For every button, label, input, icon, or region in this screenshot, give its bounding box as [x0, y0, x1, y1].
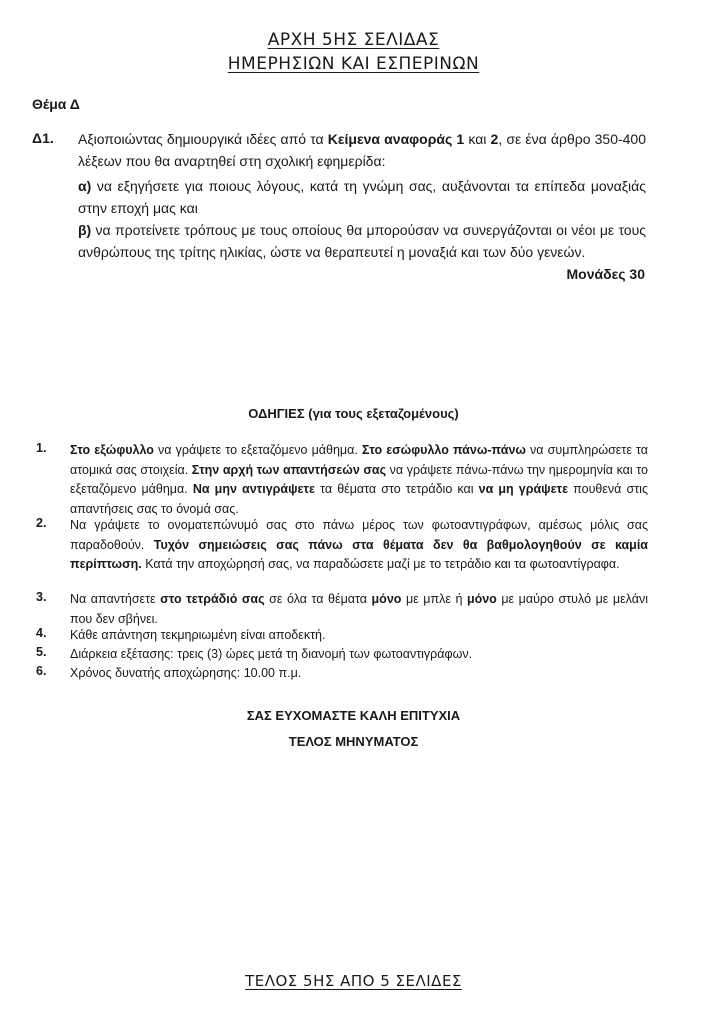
instruction-item [70, 626, 648, 646]
part-b-label: β) [78, 222, 92, 238]
instruction-number: 3. [36, 590, 47, 604]
closing-wish: ΣΑΣ ΕΥΧΟΜΑΣΤΕ ΚΑΛΗ ΕΠΙΤΥΧΙΑ [246, 708, 461, 723]
instruction-text: Να απαντήσετε [70, 592, 161, 606]
instruction-emphasis: Να μην αντιγράψετε [192, 482, 315, 496]
part-a-text: να εξηγήσετε για ποιους λόγους, κατά τη γνώμη σας, αυξάνονται τα επίπεδα μοναξιάς στην εποχή μας και [78, 178, 646, 216]
instruction-text: με μαύρο στυλό με μελάνι που δεν σβήνει. [70, 592, 648, 626]
instruction-text: Κατά την αποχώρησή σας, να παραδώσετε μαζί με το τετράδιο και τα φωτοαντίγραφα. [141, 557, 620, 571]
instruction-item [70, 645, 648, 665]
instruction-emphasis: Στην αρχή των απαντήσεών σας [191, 462, 387, 477]
page-header-title: ΑΡΧΗ 5ΗΣ ΣΕΛΙΔΑΣ [267, 30, 440, 50]
instructions-title: ΟΔΗΓΙΕΣ (για τους εξεταζομένους) [248, 406, 459, 421]
points-label: Μονάδες 30 [566, 266, 645, 282]
instruction-text: σε όλα τα θέματα [264, 592, 372, 606]
instruction-text: να γράψετε πάνω-πάνω την ημερομηνία και το εξεταζόμενο μάθημα. [70, 462, 648, 496]
instruction-emphasis: Στο εσώφυλλο πάνω-πάνω [361, 443, 526, 457]
instruction-number: 1. [36, 441, 47, 455]
instruction-emphasis: να μη γράψετε [478, 482, 569, 496]
question-intro-text: Αξιοποιώντας δημιουργικά ιδέες από τα [78, 131, 328, 147]
instruction-text: Να γράψετε το ονοματεπώνυμό σας στο πάνω μέρος των φωτοαντιγράφων, αμέσως μόλις σας παραδοθούν. [70, 518, 648, 552]
question-part-a [78, 175, 646, 219]
question-intro [78, 128, 646, 172]
topic-heading: Θέμα Δ [32, 96, 80, 112]
question-number: Δ1. [32, 130, 54, 146]
page-header-subtitle: ΗΜΕΡΗΣΙΩΝ ΚΑΙ ΕΣΠΕΡΙΝΩΝ [227, 54, 480, 74]
instruction-text: Χρόνος δυνατής αποχώρησης: 10.00 π.μ. [70, 666, 302, 680]
instruction-number: 2. [36, 516, 47, 530]
instruction-number: 6. [36, 664, 47, 678]
question-intro-text: και [464, 131, 491, 147]
closing-end-message: ΤΕΛΟΣ ΜΗΝΥΜΑΤΟΣ [288, 734, 419, 749]
instruction-item [70, 516, 648, 575]
page-footer: ΤΕΛΟΣ 5ΗΣ ΑΠΟ 5 ΣΕΛΙΔΕΣ [245, 972, 462, 990]
instruction-text: Κάθε απάντηση τεκμηριωμένη είναι αποδεκτή. [70, 628, 326, 642]
instruction-emphasis: μόνο [466, 592, 497, 606]
instruction-number: 5. [36, 645, 47, 659]
reference-text-number: 2 [490, 131, 499, 147]
instruction-emphasis: Στο εξώφυλλο [70, 443, 154, 457]
question-intro-text: , σε ένα άρθρο 350-400 λέξεων που θα αναρτηθεί στη σχολική εφημερίδα: [78, 131, 646, 169]
instruction-text: με μπλε ή [401, 592, 467, 606]
part-a-label: α) [78, 178, 92, 194]
instruction-number: 4. [36, 626, 47, 640]
instruction-item [70, 664, 648, 684]
reference-texts-label: Κείμενα αναφοράς 1 [327, 131, 465, 147]
instruction-item [70, 590, 648, 629]
instruction-text: πουθενά στις απαντήσεις σας το όνομά σας. [70, 482, 648, 516]
instruction-item [70, 441, 648, 519]
instruction-text: Διάρκεια εξέτασης: τρεις (3) ώρες μετά τη διανομή των φωτοαντιγράφων. [70, 647, 473, 661]
instruction-emphasis: Τυχόν σημειώσεις σας πάνω στα θέματα δεν θα βαθμολογηθούν σε καμία περίπτωση. [70, 537, 648, 571]
part-b-text: να προτείνετε τρόπους με τους οποίους θα μπορούσαν να συνεργάζονται οι νέοι με τους ανθρώπους της τρίτης ηλικίας, ώστε να θεραπευτεί η μοναξιά και των δύο γενεών. [78, 222, 646, 260]
instruction-text: να συμπληρώσετε τα ατομικά σας στοιχεία. [70, 443, 648, 477]
question-part-b [78, 219, 646, 263]
instruction-text: να γράψετε το εξεταζόμενο μάθημα. [153, 443, 362, 457]
instruction-text: τα θέματα στο τετράδιο και [314, 482, 479, 496]
instruction-emphasis: στο τετράδιό σας [160, 592, 265, 606]
instruction-emphasis: μόνο [371, 592, 402, 606]
